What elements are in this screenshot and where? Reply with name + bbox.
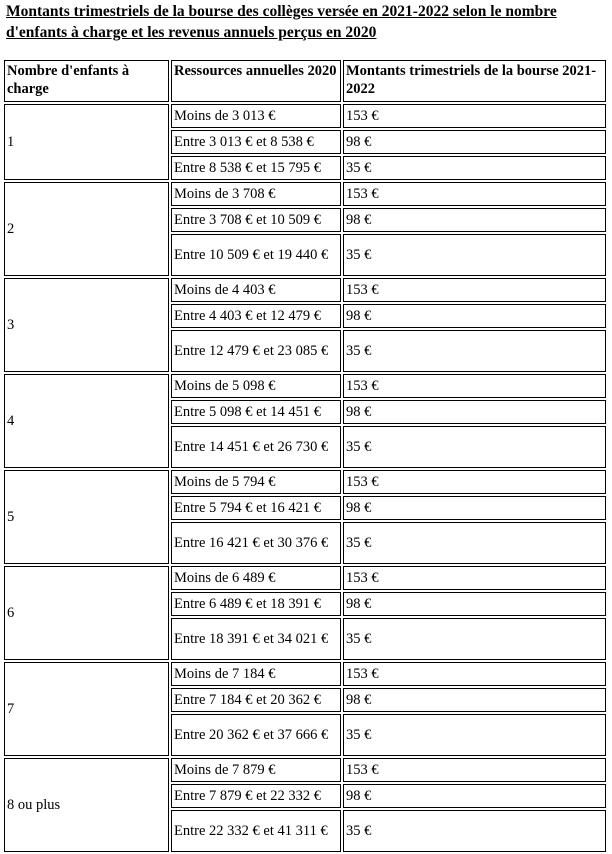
children-count-cell: 4 [4, 374, 169, 468]
amount-cell: 98 € [343, 304, 606, 328]
resources-cell: Entre 7 184 € et 20 362 € [171, 688, 341, 712]
header-row [4, 60, 606, 102]
resources-cell: Entre 3 708 € et 10 509 € [171, 208, 341, 232]
header-resources: Ressources annuelles 2020 [171, 60, 341, 102]
amount-cell: 153 € [343, 758, 606, 782]
amount-cell: 35 € [343, 426, 606, 468]
resources-cell: Entre 22 332 € et 41 311 € [171, 810, 341, 852]
amount-cell: 35 € [343, 810, 606, 852]
table-row [4, 278, 606, 302]
table-header [4, 60, 606, 102]
amount-cell: 35 € [343, 618, 606, 660]
amount-cell: 153 € [343, 566, 606, 590]
resources-cell: Entre 18 391 € et 34 021 € [171, 618, 341, 660]
header-children: Nombre d'enfants à charge [4, 60, 169, 102]
amount-cell: 153 € [343, 104, 606, 128]
resources-cell: Moins de 7 879 € [171, 758, 341, 782]
amount-cell: 35 € [343, 234, 606, 276]
resources-cell: Moins de 3 013 € [171, 104, 341, 128]
amount-cell: 35 € [343, 156, 606, 180]
amount-cell: 98 € [343, 130, 606, 154]
header-amounts: Montants trimestriels de la bourse 2021-2022 [343, 60, 606, 102]
amount-cell: 35 € [343, 330, 606, 372]
resources-cell: Entre 5 794 € et 16 421 € [171, 496, 341, 520]
amount-cell: 153 € [343, 278, 606, 302]
children-count-cell: 7 [4, 662, 169, 756]
table-row [4, 662, 606, 686]
resources-cell: Entre 10 509 € et 19 440 € [171, 234, 341, 276]
amount-cell: 98 € [343, 592, 606, 616]
children-count-cell: 2 [4, 182, 169, 276]
amount-cell: 98 € [343, 400, 606, 424]
amount-cell: 98 € [343, 208, 606, 232]
resources-cell: Entre 4 403 € et 12 479 € [171, 304, 341, 328]
resources-cell: Entre 12 479 € et 23 085 € [171, 330, 341, 372]
children-count-cell: 6 [4, 566, 169, 660]
resources-cell: Entre 8 538 € et 15 795 € [171, 156, 341, 180]
amount-cell: 98 € [343, 496, 606, 520]
amount-cell: 153 € [343, 662, 606, 686]
amount-cell: 35 € [343, 714, 606, 756]
table-body [4, 104, 606, 852]
resources-cell: Entre 7 879 € et 22 332 € [171, 784, 341, 808]
table-row [4, 182, 606, 206]
table-row [4, 566, 606, 590]
amount-cell: 98 € [343, 688, 606, 712]
resources-cell: Moins de 4 403 € [171, 278, 341, 302]
resources-cell: Moins de 6 489 € [171, 566, 341, 590]
bourse-table [2, 58, 608, 854]
resources-cell: Entre 6 489 € et 18 391 € [171, 592, 341, 616]
page-title: Montants trimestriels de la bourse des collèges versée en 2021-2022 selon le nombre d'enfants à charge et les revenus annuels perçus en 2020 [6, 3, 557, 41]
amount-cell: 35 € [343, 522, 606, 564]
resources-cell: Moins de 5 098 € [171, 374, 341, 398]
resources-cell: Entre 5 098 € et 14 451 € [171, 400, 341, 424]
resources-cell: Entre 14 451 € et 26 730 € [171, 426, 341, 468]
children-count-cell: 5 [4, 470, 169, 564]
resources-cell: Moins de 7 184 € [171, 662, 341, 686]
table-row [4, 374, 606, 398]
resources-cell: Entre 16 421 € et 30 376 € [171, 522, 341, 564]
amount-cell: 153 € [343, 470, 606, 494]
resources-cell: Moins de 3 708 € [171, 182, 341, 206]
resources-cell: Entre 3 013 € et 8 538 € [171, 130, 341, 154]
resources-cell: Entre 20 362 € et 37 666 € [171, 714, 341, 756]
children-count-cell: 8 ou plus [4, 758, 169, 852]
amount-cell: 153 € [343, 182, 606, 206]
table-row [4, 104, 606, 128]
amount-cell: 153 € [343, 374, 606, 398]
table-row [4, 758, 606, 782]
resources-cell: Moins de 5 794 € [171, 470, 341, 494]
children-count-cell: 1 [4, 104, 169, 180]
children-count-cell: 3 [4, 278, 169, 372]
table-row [4, 470, 606, 494]
amount-cell: 98 € [343, 784, 606, 808]
